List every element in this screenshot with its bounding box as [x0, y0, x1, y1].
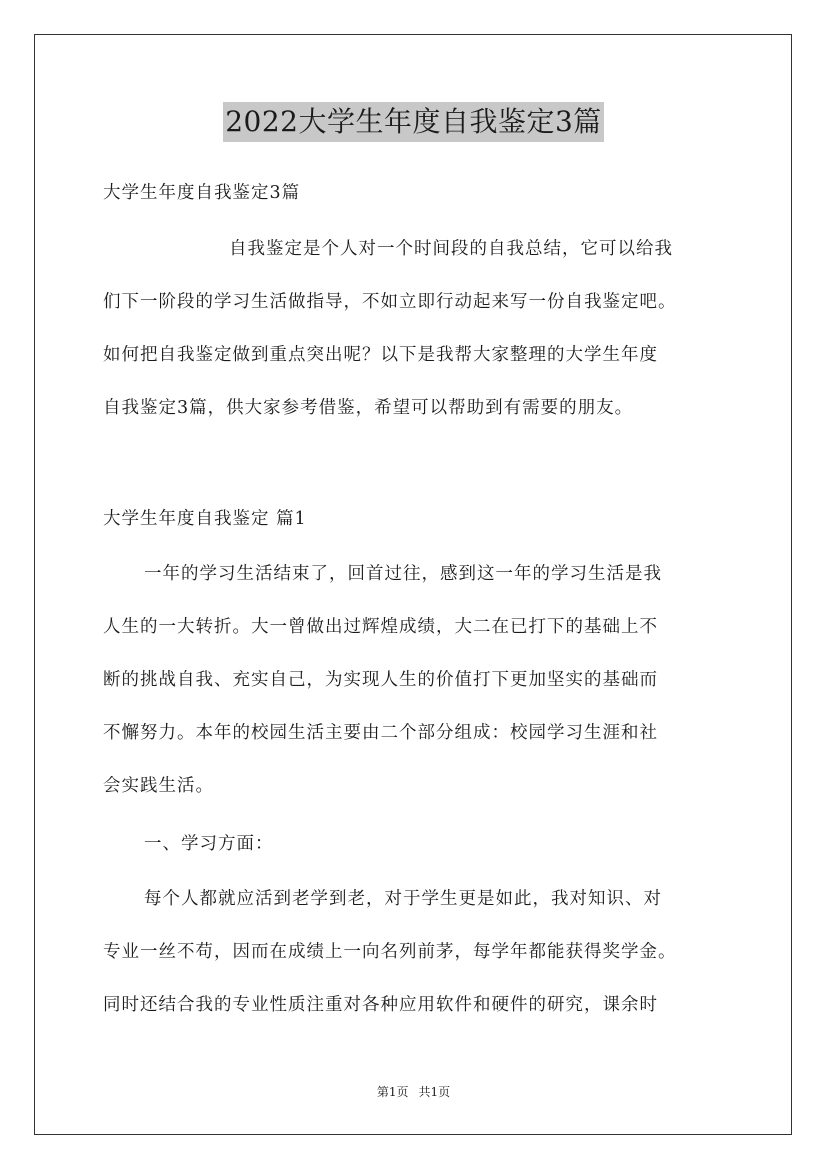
page-number: 第1页 [376, 1085, 409, 1099]
study-line-2: 专业一丝不苟，因而在成绩上一向名列前茅，每学年都能获得奖学金。 [103, 942, 677, 962]
section1-line-1: 一年的学习生活结束了，回首过往，感到这一年的学习生活是我 [144, 564, 662, 584]
subheading-study: 一、学习方面： [144, 834, 274, 854]
document-title: 2022大学生年度自我鉴定3篇 [223, 102, 604, 142]
section1-line-4: 不懈努力。本年的校园生活主要由二个部分组成：校园学习生涯和社 [103, 723, 658, 743]
study-line-3: 同时还结合我的专业性质注重对各种应用软件和硬件的研究，课余时 [103, 995, 658, 1015]
study-line-1: 每个人都就应活到老学到老，对于学生更是如此，我对知识、对 [144, 889, 662, 909]
section1-heading: 大学生年度自我鉴定 篇1 [103, 509, 307, 529]
intro-line-1: 自我鉴定是个人对一个时间段的自我总结，它可以给我 [229, 239, 673, 259]
page-footer [0, 1084, 827, 1100]
intro-line-2: 们下一阶段的学习生活做指导，不如立即行动起来写一份自我鉴定吧。 [103, 292, 677, 312]
document-subtitle: 大学生年度自我鉴定3篇 [103, 183, 301, 203]
section1-line-3: 断的挑战自我、充实自己，为实现人生的价值打下更加坚实的基础而 [103, 670, 658, 690]
intro-line-4: 自我鉴定3篇，供大家参考借鉴，希望可以帮助到有需要的朋友。 [103, 398, 634, 418]
intro-line-3: 如何把自我鉴定做到重点突出呢？以下是我帮大家整理的大学生年度 [103, 345, 658, 365]
section1-line-5: 会实践生活。 [103, 776, 214, 796]
section1-line-2: 人生的一大转折。大一曾做出过辉煌成绩，大二在已打下的基础上不 [103, 617, 658, 637]
page-total: 共1页 [418, 1085, 451, 1099]
title-container [0, 102, 827, 142]
